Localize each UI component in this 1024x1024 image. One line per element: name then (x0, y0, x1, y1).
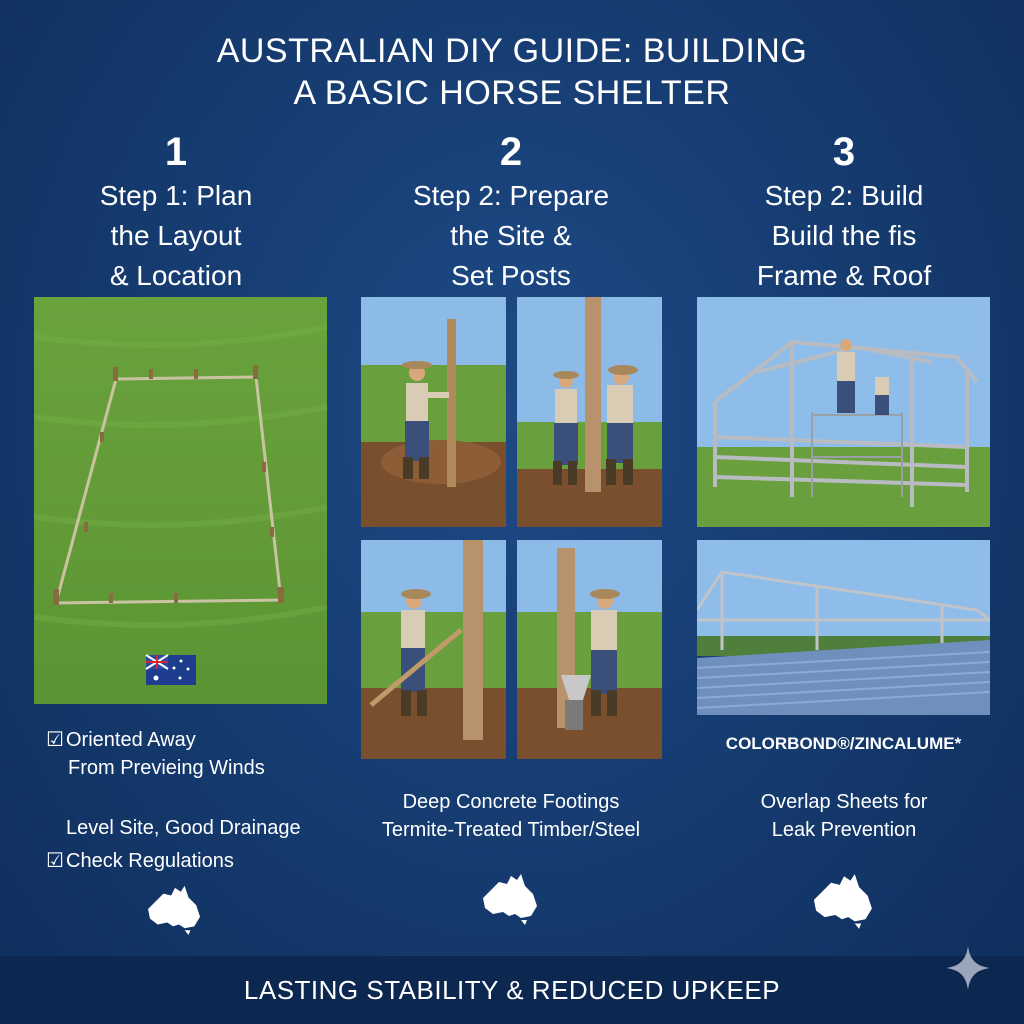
title-line-2: A BASIC HORSE SHELTER (293, 74, 731, 112)
step-2-note-1: Deep Concrete Footings (402, 791, 620, 813)
step-3-number: 3 (832, 130, 856, 174)
layout-aerial-photo (34, 297, 327, 704)
step-1-title-line-2: the Layout (110, 220, 242, 251)
step-2-note-2: Termite-Treated Timber/Steel (381, 819, 641, 841)
step-1-note-3: Level Site, Good Drainage (66, 817, 301, 839)
step-1-title-line-3: & Location (109, 260, 243, 291)
sparkle-icon (944, 944, 992, 992)
step-3-title-line-3: Frame & Roof (756, 260, 932, 291)
australian-flag-icon (146, 655, 196, 685)
title-line-1: AUSTRALIAN DIY GUIDE: BUILDING (216, 32, 808, 70)
step-2-title-line-3: Set Posts (451, 260, 571, 291)
australia-map-icon (810, 872, 878, 930)
roof-sheeting-photo (697, 540, 990, 715)
australia-map-icon (480, 872, 542, 926)
post-setting-photo-4 (517, 540, 662, 759)
footer-banner: LASTING STABILITY & REDUCED UPKEEP (0, 956, 1024, 1024)
step-3-title-line-1: Step 2: Build (764, 180, 924, 211)
step-1-heading (6, 130, 346, 294)
step-1-number: 1 (164, 130, 188, 174)
step-3-title-line-2: Build the fis (771, 220, 917, 251)
step-2-title-line-1: Step 2: Prepare (412, 180, 610, 211)
steel-frame-photo (697, 297, 990, 527)
australia-map-icon (146, 884, 204, 936)
checkbox-icon: ☑ (46, 850, 64, 872)
step-3-note-1: Overlap Sheets for (760, 791, 928, 813)
step-3-heading (674, 130, 1014, 294)
page-title (0, 30, 1024, 114)
checkbox-icon: ☑ (46, 729, 64, 751)
step-1-note-1: ☑ Oriented Away (46, 726, 196, 754)
step-2-heading (341, 130, 681, 294)
step-1-title-line-1: Step 1: Plan (99, 180, 253, 211)
roof-material-caption: COLORBOND®/ZINCALUME* (725, 734, 962, 753)
post-setting-photo-3 (361, 540, 506, 759)
step-1-note-4: ☑ Check Regulations (46, 847, 234, 875)
step-2-number: 2 (499, 130, 523, 174)
step-3-note-2: Leak Prevention (771, 819, 917, 841)
step-1-note-2: From Previeing Winds (68, 757, 265, 779)
post-setting-photo-1 (361, 297, 506, 527)
post-setting-photo-2 (517, 297, 662, 527)
step-2-title-line-2: the Site & (450, 220, 572, 251)
